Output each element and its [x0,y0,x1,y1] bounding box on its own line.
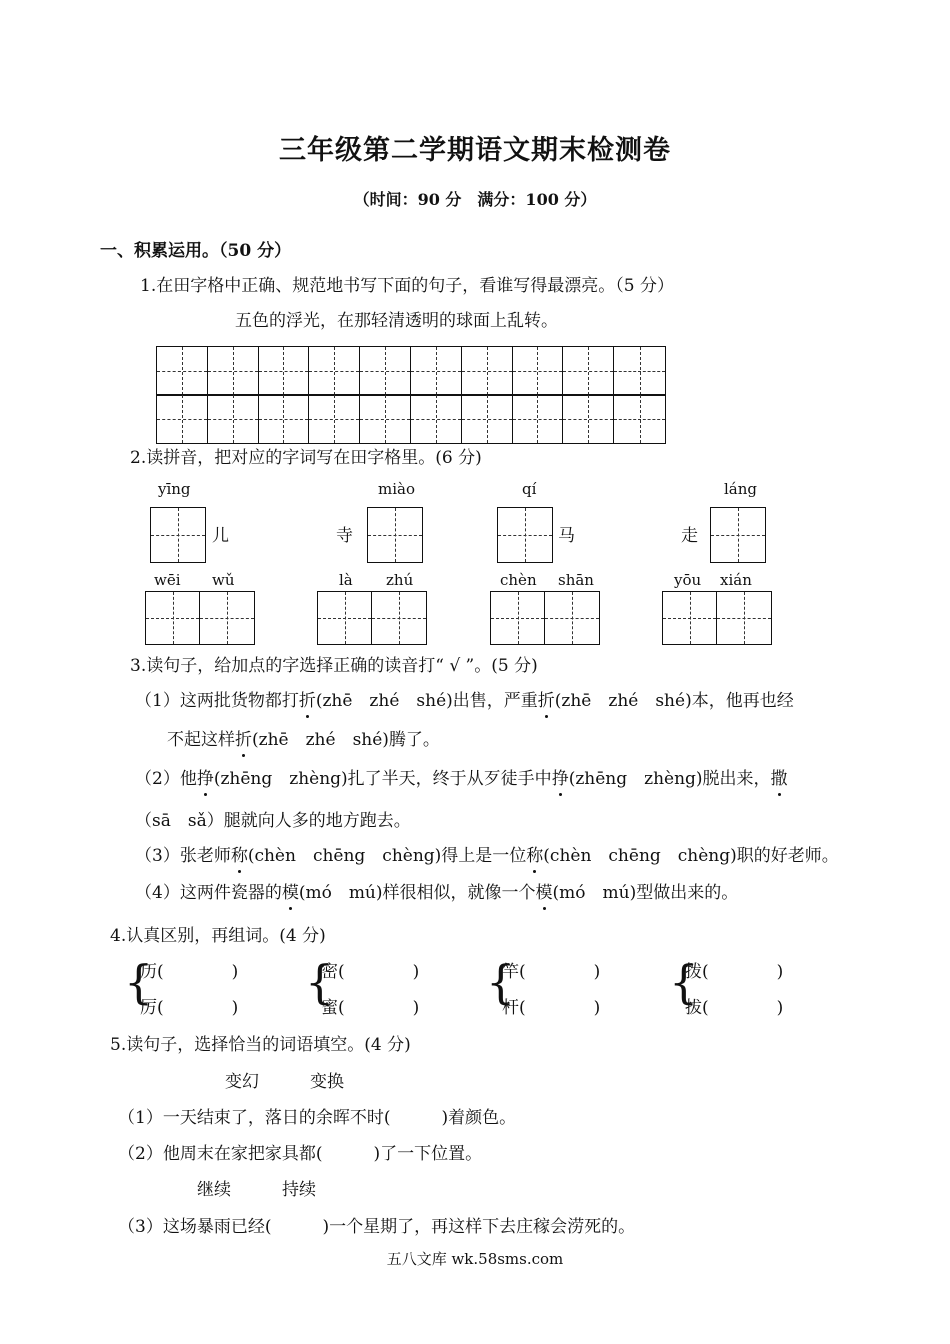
word-choices: 变幻 变换 [225,1072,344,1092]
dotted-char: 模 [282,878,299,903]
q5-prompt: 5.读句子，选择恰当的词语填空。(4 分) [110,1035,411,1055]
answer-box-double[interactable] [317,591,427,645]
pinyin-options[interactable]: (chèn chēng chèng)职的好老师。 [543,846,839,866]
q3-sentence-2-cont[interactable]: （sā sǎ）腿就向人多的地方跑去。 [135,811,411,831]
dotted-char: 称 [526,841,543,866]
answer-box[interactable] [150,507,206,563]
dotted-char: 称 [231,841,248,866]
dotted-char: 挣 [197,764,214,789]
pinyin-label: láng [724,480,758,498]
dotted-char: 折 [235,725,252,750]
footer-watermark: 五八文库 wk.58sms.com [386,1250,564,1268]
pinyin-options[interactable]: (zhēng zhèng)脱出来， [568,769,771,789]
fill-sentence[interactable]: （1）一天结束了，落日的余晖不时( )着颜色。 [118,1108,517,1128]
text: （3）张老师 [135,846,231,866]
dotted-char: 撒 [771,764,788,789]
answer-box-double[interactable] [145,591,255,645]
text: （1）这两批货物都打 [135,691,299,711]
answer-box[interactable] [367,507,423,563]
text: （4）这两件瓷器的 [135,883,282,903]
dotted-char: 模 [536,878,553,903]
exam-info: （时间：90 分 满分：100 分） [353,190,597,209]
section-heading: 一、积累运用。（50 分） [100,241,292,261]
word-pair-item[interactable]: 竿( ) [502,962,601,982]
word-pair-item[interactable]: 蜜( ) [321,998,420,1018]
fill-sentence[interactable]: （3）这场暴雨已经( )一个星期了，再这样下去庄稼会涝死的。 [118,1217,636,1237]
pinyin-options[interactable]: (zhē zhé shé)腾了。 [252,730,440,750]
page-title: 三年级第二学期语文期末检测卷 [279,135,671,166]
word-choices: 继续 持续 [197,1180,316,1200]
q3-prompt: 3.读句子，给加点的字选择正确的读音打“ √ ”。(5 分) [130,656,538,676]
answer-box[interactable] [710,507,766,563]
word-pair-item[interactable]: 历( ) [140,962,239,982]
dotted-char: 折 [538,686,555,711]
pinyin-label: zhú [386,571,414,589]
pinyin-options[interactable]: (zhē zhé shé)本，他再也经 [554,691,794,711]
q1-sentence: 五色的浮光，在那轻清透明的球面上乱转。 [235,311,558,331]
brace-icon: { [486,955,516,1009]
q3-sentence-4 [135,878,738,903]
dotted-char: 折 [299,686,316,711]
given-char: 马 [558,526,575,546]
pinyin-label: wēi [154,571,181,589]
pinyin-label: chèn [500,571,537,589]
pinyin-label: yōu [674,571,702,589]
word-pair-item[interactable]: 密( ) [321,962,420,982]
word-pair-item[interactable]: 拔( ) [685,998,784,1018]
word-pair-item[interactable]: 厉( ) [140,998,239,1018]
q3-sentence-2 [135,764,788,789]
q3-sentence-1 [135,686,794,711]
answer-box[interactable] [497,507,553,563]
pinyin-label: là [339,571,353,589]
answer-box-double[interactable] [662,591,772,645]
pinyin-label: shān [558,571,594,589]
brace-icon: { [124,955,154,1009]
pinyin-options[interactable]: (zhē zhé shé)出售，严重 [315,691,538,711]
q1-prompt: 1.在田字格中正确、规范地书写下面的句子，看谁写得最漂亮。（5 分） [140,276,674,296]
text: （2）他 [135,769,197,789]
dotted-char: 挣 [552,764,569,789]
pinyin-options[interactable]: (mó mú)型做出来的。 [552,883,739,903]
given-char: 走 [681,526,698,546]
text: 不起这样 [167,730,235,750]
writing-grid-row-2[interactable] [156,394,666,444]
q3-sentence-1-cont [167,725,440,750]
fill-sentence[interactable]: （2）他周末在家把家具都( )了一下位置。 [118,1144,483,1164]
pinyin-label: wǔ [212,571,235,589]
writing-grid-row-1[interactable] [156,346,666,396]
pinyin-options[interactable]: (zhēng zhèng)扎了半天，终于从歹徒手中 [213,769,552,789]
brace-icon: { [669,955,699,1009]
pinyin-label: xián [720,571,752,589]
pinyin-label: qí [522,480,537,498]
pinyin-label: yīng [158,480,191,498]
given-char: 儿 [212,526,229,546]
pinyin-label: miào [378,480,415,498]
given-char: 寺 [336,526,353,546]
q4-prompt: 4.认真区别，再组词。(4 分) [110,926,326,946]
brace-icon: { [305,955,335,1009]
q3-sentence-3 [135,841,839,866]
word-pair-item[interactable]: 拨( ) [685,962,784,982]
answer-box-double[interactable] [490,591,600,645]
pinyin-options[interactable]: (chèn chēng chèng)得上是一位 [247,846,527,866]
q2-prompt: 2.读拼音，把对应的字词写在田字格里。(6 分) [130,448,482,468]
pinyin-options[interactable]: (mó mú)样很相似，就像一个 [298,883,536,903]
word-pair-item[interactable]: 杆( ) [502,998,601,1018]
